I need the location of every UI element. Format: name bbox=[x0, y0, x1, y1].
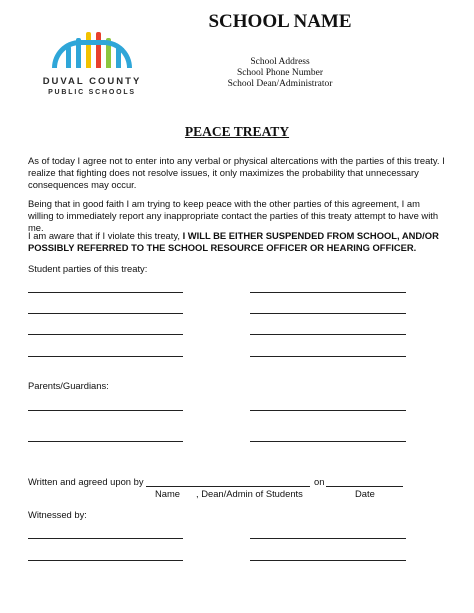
witness-signature-line[interactable] bbox=[250, 560, 406, 561]
paragraph-consequences bbox=[28, 230, 448, 254]
district-logo bbox=[36, 24, 148, 100]
parent-signature-line[interactable] bbox=[250, 441, 406, 442]
parent-signature-line[interactable] bbox=[28, 441, 183, 442]
student-signature-line[interactable] bbox=[250, 313, 406, 314]
logo-line-2: PUBLIC SCHOOLS bbox=[48, 89, 136, 96]
agreement-on: on bbox=[314, 476, 325, 487]
school-name: SCHOOL NAME bbox=[208, 11, 352, 32]
agreement-prefix: Written and agreed upon by bbox=[28, 476, 144, 487]
witness-signature-line[interactable] bbox=[250, 538, 406, 539]
consequences-lead: I am aware that if I violate this treaty, bbox=[28, 230, 183, 241]
student-signature-line[interactable] bbox=[28, 292, 183, 293]
student-signature-line[interactable] bbox=[28, 313, 183, 314]
paragraph-agreement: As of today I agree not to enter into any verbal or physical altercations with the parties of this treaty. I realize that fighting does not resolve issues, it only maximizes the probability that unnecessary consequences may occur. bbox=[28, 155, 445, 190]
witnessed-label: Witnessed by: bbox=[28, 509, 87, 520]
logo-line-1: DUVAL COUNTY bbox=[42, 76, 142, 87]
student-signature-line[interactable] bbox=[250, 356, 406, 357]
witness-signature-line[interactable] bbox=[28, 538, 183, 539]
name-caption: Name bbox=[155, 488, 181, 499]
parent-signature-line[interactable] bbox=[250, 410, 406, 411]
student-signature-line[interactable] bbox=[28, 356, 183, 357]
logo-arch bbox=[52, 40, 132, 68]
consequences-warning: I WILL BE EITHER SUSPENDED FROM SCHOOL, AND/OR POSSIBLY REFERRED TO THE SCHOOL RESOURCE OFFICER OR HEARING OFFICER. bbox=[28, 230, 439, 253]
students-label: Student parties of this treaty: bbox=[28, 263, 148, 274]
dean-name-line[interactable] bbox=[146, 486, 310, 487]
student-signature-line[interactable] bbox=[250, 334, 406, 335]
document-title: PEACE TREATY bbox=[184, 124, 290, 139]
school-address: School Address bbox=[250, 57, 310, 67]
student-signature-line[interactable] bbox=[250, 292, 406, 293]
parents-label: Parents/Guardians: bbox=[28, 380, 109, 391]
school-phone: School Phone Number bbox=[236, 68, 324, 78]
date-caption: Date bbox=[355, 488, 375, 499]
logo-bars bbox=[52, 24, 132, 68]
dean-caption: , Dean/Admin of Students bbox=[196, 488, 303, 499]
school-dean: School Dean/Administrator bbox=[227, 79, 333, 89]
student-signature-line[interactable] bbox=[28, 334, 183, 335]
witness-signature-line[interactable] bbox=[28, 560, 183, 561]
agreement-date-line[interactable] bbox=[326, 486, 403, 487]
paragraph-good-faith: Being that in good faith I am trying to keep peace with the other parties of this agreement, I am willing to immediately report any inappropriate contact the parties of this treaty attempt to have with me. bbox=[28, 198, 439, 233]
parent-signature-line[interactable] bbox=[28, 410, 183, 411]
